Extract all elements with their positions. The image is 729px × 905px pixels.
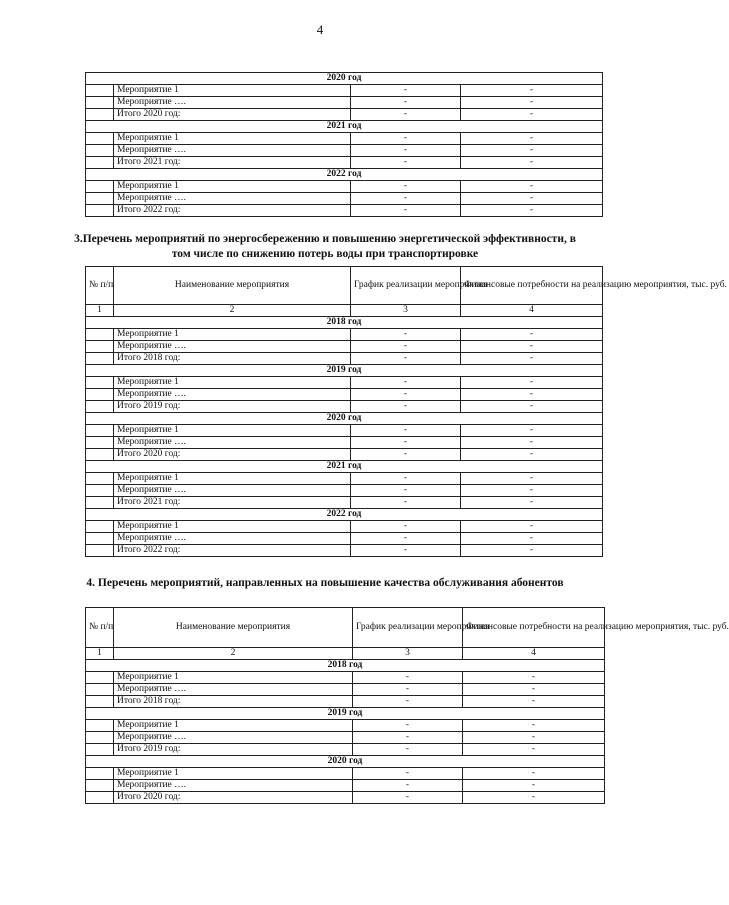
table-row — [86, 145, 603, 157]
total-row — [86, 792, 605, 804]
year-label: 2022 год — [86, 509, 603, 521]
table-row — [86, 768, 605, 780]
item-name: Мероприятие …. — [114, 97, 351, 109]
num-cell — [86, 744, 114, 756]
schedule-value: - — [351, 521, 461, 533]
num-cell — [86, 377, 114, 389]
schedule-value: - — [351, 157, 461, 169]
schedule-value: - — [353, 720, 463, 732]
total-row — [86, 696, 605, 708]
total-row — [86, 109, 603, 121]
total-label: Итого 2020 год: — [114, 109, 351, 121]
schedule-value: - — [351, 133, 461, 145]
table-header-row — [86, 608, 605, 648]
schedule-value: - — [351, 533, 461, 545]
column-number-row — [86, 305, 603, 317]
col-number: 2 — [114, 305, 351, 317]
schedule-value: - — [351, 329, 461, 341]
schedule-value: - — [351, 341, 461, 353]
header-num: № п/п — [86, 608, 114, 648]
table-row — [86, 389, 603, 401]
col-number: 3 — [353, 648, 463, 660]
col-number: 1 — [86, 305, 114, 317]
section4-title: 4. Перечень мероприятий, направленных на повышение качества обслуживания абонентов — [86, 577, 564, 589]
num-cell — [86, 157, 114, 169]
num-cell — [86, 341, 114, 353]
finance-value: - — [461, 437, 603, 449]
num-cell — [86, 205, 114, 217]
num-cell — [86, 329, 114, 341]
table-row — [86, 425, 603, 437]
schedule-value: - — [351, 109, 461, 121]
table-row — [86, 485, 603, 497]
column-number-row — [86, 648, 605, 660]
num-cell — [86, 425, 114, 437]
schedule-value: - — [351, 425, 461, 437]
finance-value: - — [461, 497, 603, 509]
schedule-value: - — [351, 377, 461, 389]
schedule-value: - — [353, 744, 463, 756]
finance-value: - — [463, 720, 605, 732]
table-row — [86, 329, 603, 341]
num-cell — [86, 732, 114, 744]
year-label: 2020 год — [86, 756, 605, 768]
section3-title: 3.Перечень мероприятий по энергосбережению и повышению энергетической эффективности, в том числе по снижению потерь воды при транспортировке — [74, 233, 576, 260]
finance-value: - — [461, 545, 603, 557]
top-table — [85, 72, 603, 217]
num-cell — [86, 473, 114, 485]
year-row — [86, 73, 603, 85]
year-row — [86, 660, 605, 672]
header-name: Наименование мероприятия — [114, 267, 351, 305]
item-name: Мероприятие …. — [114, 145, 351, 157]
table-row — [86, 521, 603, 533]
total-label: Итого 2022 год: — [114, 545, 351, 557]
num-cell — [86, 672, 114, 684]
num-cell — [86, 684, 114, 696]
table-row — [86, 341, 603, 353]
total-row — [86, 353, 603, 365]
num-cell — [86, 193, 114, 205]
num-cell — [86, 768, 114, 780]
table-row — [86, 437, 603, 449]
year-label: 2020 год — [86, 413, 603, 425]
num-cell — [86, 437, 114, 449]
schedule-value: - — [353, 672, 463, 684]
finance-value: - — [461, 353, 603, 365]
total-label: Итого 2018 год: — [114, 353, 351, 365]
year-label: 2018 год — [86, 317, 603, 329]
col-number: 4 — [461, 305, 603, 317]
item-name: Мероприятие 1 — [114, 473, 351, 485]
total-label: Итого 2018 год: — [114, 696, 353, 708]
table-header-row — [86, 267, 603, 305]
item-name: Мероприятие …. — [114, 193, 351, 205]
finance-value: - — [463, 732, 605, 744]
finance-value: - — [461, 377, 603, 389]
total-row — [86, 449, 603, 461]
num-cell — [86, 401, 114, 413]
finance-value: - — [461, 109, 603, 121]
num-cell — [86, 353, 114, 365]
schedule-value: - — [351, 193, 461, 205]
item-name: Мероприятие …. — [114, 341, 351, 353]
year-row — [86, 121, 603, 133]
table-row — [86, 672, 605, 684]
total-label: Итого 2021 год: — [114, 157, 351, 169]
schedule-value: - — [351, 389, 461, 401]
finance-value: - — [463, 744, 605, 756]
total-label: Итого 2020 год: — [114, 792, 353, 804]
year-label: 2021 год — [86, 121, 603, 133]
finance-value: - — [461, 97, 603, 109]
schedule-value: - — [351, 353, 461, 365]
finance-value: - — [461, 145, 603, 157]
finance-value: - — [461, 401, 603, 413]
schedule-value: - — [351, 473, 461, 485]
section4-table — [85, 607, 729, 804]
col-number: 4 — [463, 648, 605, 660]
schedule-value: - — [351, 205, 461, 217]
num-cell — [86, 780, 114, 792]
finance-value: - — [463, 792, 605, 804]
finance-value: - — [463, 696, 605, 708]
num-cell — [86, 145, 114, 157]
item-name: Мероприятие 1 — [114, 425, 351, 437]
num-cell — [86, 533, 114, 545]
item-name: Мероприятие 1 — [114, 377, 351, 389]
num-cell — [86, 792, 114, 804]
year-row — [86, 169, 603, 181]
header-finance: Финансовые потребности на реализацию мероприятия, тыс. руб. — [461, 267, 603, 305]
finance-value: - — [463, 780, 605, 792]
schedule-value: - — [351, 449, 461, 461]
num-cell — [86, 133, 114, 145]
item-name: Мероприятие …. — [114, 533, 351, 545]
finance-value: - — [463, 672, 605, 684]
finance-value: - — [461, 533, 603, 545]
table-row — [86, 732, 605, 744]
finance-value: - — [461, 205, 603, 217]
total-label: Итого 2020 год: — [114, 449, 351, 461]
section3-table — [85, 266, 727, 557]
num-cell — [86, 449, 114, 461]
schedule-value: - — [351, 485, 461, 497]
total-row — [86, 497, 603, 509]
schedule-value: - — [353, 684, 463, 696]
item-name: Мероприятие 1 — [114, 720, 353, 732]
total-row — [86, 545, 603, 557]
item-name: Мероприятие 1 — [114, 329, 351, 341]
table-row — [86, 684, 605, 696]
finance-value: - — [461, 389, 603, 401]
year-label: 2021 год — [86, 461, 603, 473]
year-row — [86, 756, 605, 768]
table-row — [86, 533, 603, 545]
finance-value: - — [461, 181, 603, 193]
item-name: Мероприятие 1 — [114, 133, 351, 145]
table-row — [86, 720, 605, 732]
header-num: № п/п — [86, 267, 114, 305]
table-row — [86, 377, 603, 389]
finance-value: - — [461, 449, 603, 461]
item-name: Мероприятие …. — [114, 389, 351, 401]
finance-value: - — [461, 329, 603, 341]
item-name: Мероприятие 1 — [114, 672, 353, 684]
schedule-value: - — [351, 97, 461, 109]
finance-value: - — [461, 133, 603, 145]
finance-value: - — [461, 473, 603, 485]
table-row — [86, 193, 603, 205]
schedule-value: - — [351, 497, 461, 509]
schedule-value: - — [351, 145, 461, 157]
item-name: Мероприятие 1 — [114, 768, 353, 780]
total-label: Итого 2022 год: — [114, 205, 351, 217]
num-cell — [86, 545, 114, 557]
num-cell — [86, 389, 114, 401]
finance-value: - — [461, 341, 603, 353]
finance-value: - — [461, 425, 603, 437]
header-name: Наименование мероприятия — [114, 608, 353, 648]
header-finance: Финансовые потребности на реализацию мероприятия, тыс. руб. — [463, 608, 605, 648]
total-row — [86, 744, 605, 756]
num-cell — [86, 181, 114, 193]
item-name: Мероприятие …. — [114, 732, 353, 744]
num-cell — [86, 720, 114, 732]
year-row — [86, 708, 605, 720]
col-number: 3 — [351, 305, 461, 317]
year-label: 2019 год — [86, 708, 605, 720]
schedule-value: - — [351, 545, 461, 557]
table-row — [86, 97, 603, 109]
total-row — [86, 401, 603, 413]
schedule-value: - — [353, 768, 463, 780]
finance-value: - — [463, 684, 605, 696]
year-label: 2020 год — [86, 73, 603, 85]
table-row — [86, 85, 603, 97]
num-cell — [86, 97, 114, 109]
finance-value: - — [461, 485, 603, 497]
num-cell — [86, 85, 114, 97]
table-row — [86, 181, 603, 193]
schedule-value: - — [353, 780, 463, 792]
finance-value: - — [461, 85, 603, 97]
total-label: Итого 2019 год: — [114, 401, 351, 413]
total-row — [86, 205, 603, 217]
num-cell — [86, 109, 114, 121]
item-name: Мероприятие …. — [114, 684, 353, 696]
num-cell — [86, 696, 114, 708]
page-number: 4 — [316, 22, 324, 37]
year-label: 2022 год — [86, 169, 603, 181]
table-row — [86, 780, 605, 792]
year-label: 2018 год — [86, 660, 605, 672]
total-label: Итого 2019 год: — [114, 744, 353, 756]
schedule-value: - — [353, 732, 463, 744]
year-row — [86, 413, 603, 425]
year-row — [86, 365, 603, 377]
schedule-value: - — [353, 696, 463, 708]
num-cell — [86, 521, 114, 533]
num-cell — [86, 485, 114, 497]
finance-value: - — [461, 521, 603, 533]
table-row — [86, 473, 603, 485]
finance-value: - — [461, 193, 603, 205]
item-name: Мероприятие 1 — [114, 521, 351, 533]
col-number: 1 — [86, 648, 114, 660]
finance-value: - — [461, 157, 603, 169]
total-label: Итого 2021 год: — [114, 497, 351, 509]
total-row — [86, 157, 603, 169]
item-name: Мероприятие …. — [114, 485, 351, 497]
item-name: Мероприятие …. — [114, 780, 353, 792]
item-name: Мероприятие …. — [114, 437, 351, 449]
year-row — [86, 509, 603, 521]
item-name: Мероприятие 1 — [114, 181, 351, 193]
schedule-value: - — [351, 401, 461, 413]
schedule-value: - — [353, 792, 463, 804]
header-schedule: График реализации мероприятия — [351, 267, 461, 305]
item-name: Мероприятие 1 — [114, 85, 351, 97]
schedule-value: - — [351, 437, 461, 449]
finance-value: - — [463, 768, 605, 780]
year-label: 2019 год — [86, 365, 603, 377]
year-row — [86, 317, 603, 329]
year-row — [86, 461, 603, 473]
num-cell — [86, 497, 114, 509]
schedule-value: - — [351, 85, 461, 97]
schedule-value: - — [351, 181, 461, 193]
header-schedule: График реализации мероприятия — [353, 608, 463, 648]
table-row — [86, 133, 603, 145]
col-number: 2 — [114, 648, 353, 660]
